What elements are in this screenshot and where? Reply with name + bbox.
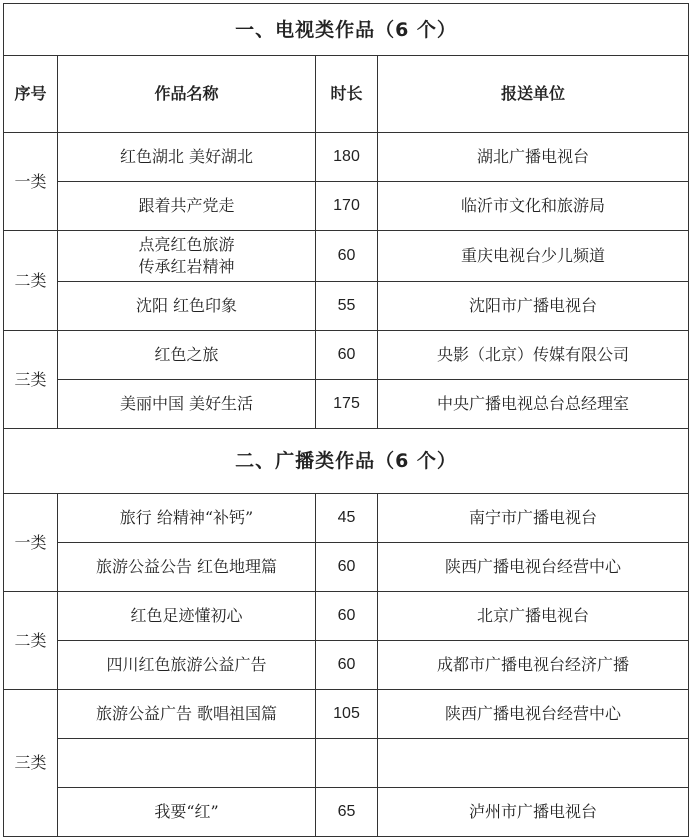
work-title: 旅行 给精神“补钙” xyxy=(58,494,316,543)
duration-cell: 175 xyxy=(316,380,378,429)
table-row xyxy=(4,592,689,641)
duration-cell: 45 xyxy=(316,494,378,543)
unit-cell: 湖北广播电视台 xyxy=(378,133,689,182)
duration-cell: 60 xyxy=(316,543,378,592)
header-name: 作品名称 xyxy=(58,56,316,133)
work-title xyxy=(58,739,316,788)
category-cell: 三类 xyxy=(4,331,58,429)
section-title-row xyxy=(4,4,689,56)
duration-cell: 60 xyxy=(316,331,378,380)
duration-cell: 180 xyxy=(316,133,378,182)
category-cell: 二类 xyxy=(4,592,58,690)
unit-cell: 北京广播电视台 xyxy=(378,592,689,641)
category-cell: 二类 xyxy=(4,231,58,331)
work-title: 旅游公益广告 歌唱祖国篇 xyxy=(58,690,316,739)
unit-cell: 重庆电视台少儿频道 xyxy=(378,231,689,282)
work-title: 沈阳 红色印象 xyxy=(58,282,316,331)
category-cell: 一类 xyxy=(4,133,58,231)
unit-cell: 临沂市文化和旅游局 xyxy=(378,182,689,231)
work-title: 我要“红” xyxy=(58,788,316,837)
table-row-empty xyxy=(4,739,689,788)
section-title: 一、电视类作品（6 个） xyxy=(4,4,689,56)
table-row xyxy=(4,543,689,592)
duration-cell: 60 xyxy=(316,592,378,641)
duration-cell: 105 xyxy=(316,690,378,739)
work-title: 四川红色旅游公益广告 xyxy=(58,641,316,690)
duration-cell: 170 xyxy=(316,182,378,231)
header-duration: 时长 xyxy=(316,56,378,133)
work-title: 点亮红色旅游 传承红岩精神 xyxy=(58,231,316,282)
unit-cell: 沈阳市广播电视台 xyxy=(378,282,689,331)
duration-cell: 60 xyxy=(316,641,378,690)
table-row xyxy=(4,690,689,739)
table-row xyxy=(4,231,689,282)
unit-cell: 南宁市广播电视台 xyxy=(378,494,689,543)
work-title: 美丽中国 美好生活 xyxy=(58,380,316,429)
work-title: 红色湖北 美好湖北 xyxy=(58,133,316,182)
duration-cell: 55 xyxy=(316,282,378,331)
unit-cell: 泸州市广播电视台 xyxy=(378,788,689,837)
table-row xyxy=(4,380,689,429)
award-list-table xyxy=(3,3,689,837)
unit-cell: 陕西广播电视台经营中心 xyxy=(378,543,689,592)
unit-cell: 陕西广播电视台经营中心 xyxy=(378,690,689,739)
duration-cell: 65 xyxy=(316,788,378,837)
work-title: 红色足迹懂初心 xyxy=(58,592,316,641)
table-row xyxy=(4,282,689,331)
duration-cell: 60 xyxy=(316,231,378,282)
work-title: 跟着共产党走 xyxy=(58,182,316,231)
unit-cell xyxy=(378,739,689,788)
category-cell: 一类 xyxy=(4,494,58,592)
unit-cell: 成都市广播电视台经济广播 xyxy=(378,641,689,690)
header-row xyxy=(4,56,689,133)
unit-cell: 央影（北京）传媒有限公司 xyxy=(378,331,689,380)
table-row xyxy=(4,133,689,182)
table-row xyxy=(4,788,689,837)
table-row xyxy=(4,494,689,543)
work-title: 旅游公益公告 红色地理篇 xyxy=(58,543,316,592)
category-cell: 三类 xyxy=(4,690,58,837)
unit-cell: 中央广播电视总台总经理室 xyxy=(378,380,689,429)
table-row xyxy=(4,641,689,690)
table-row xyxy=(4,182,689,231)
header-seq: 序号 xyxy=(4,56,58,133)
section-title-row xyxy=(4,429,689,494)
section-title: 二、广播类作品（6 个） xyxy=(4,429,689,494)
duration-cell xyxy=(316,739,378,788)
work-title: 红色之旅 xyxy=(58,331,316,380)
table-row xyxy=(4,331,689,380)
header-unit: 报送单位 xyxy=(378,56,689,133)
